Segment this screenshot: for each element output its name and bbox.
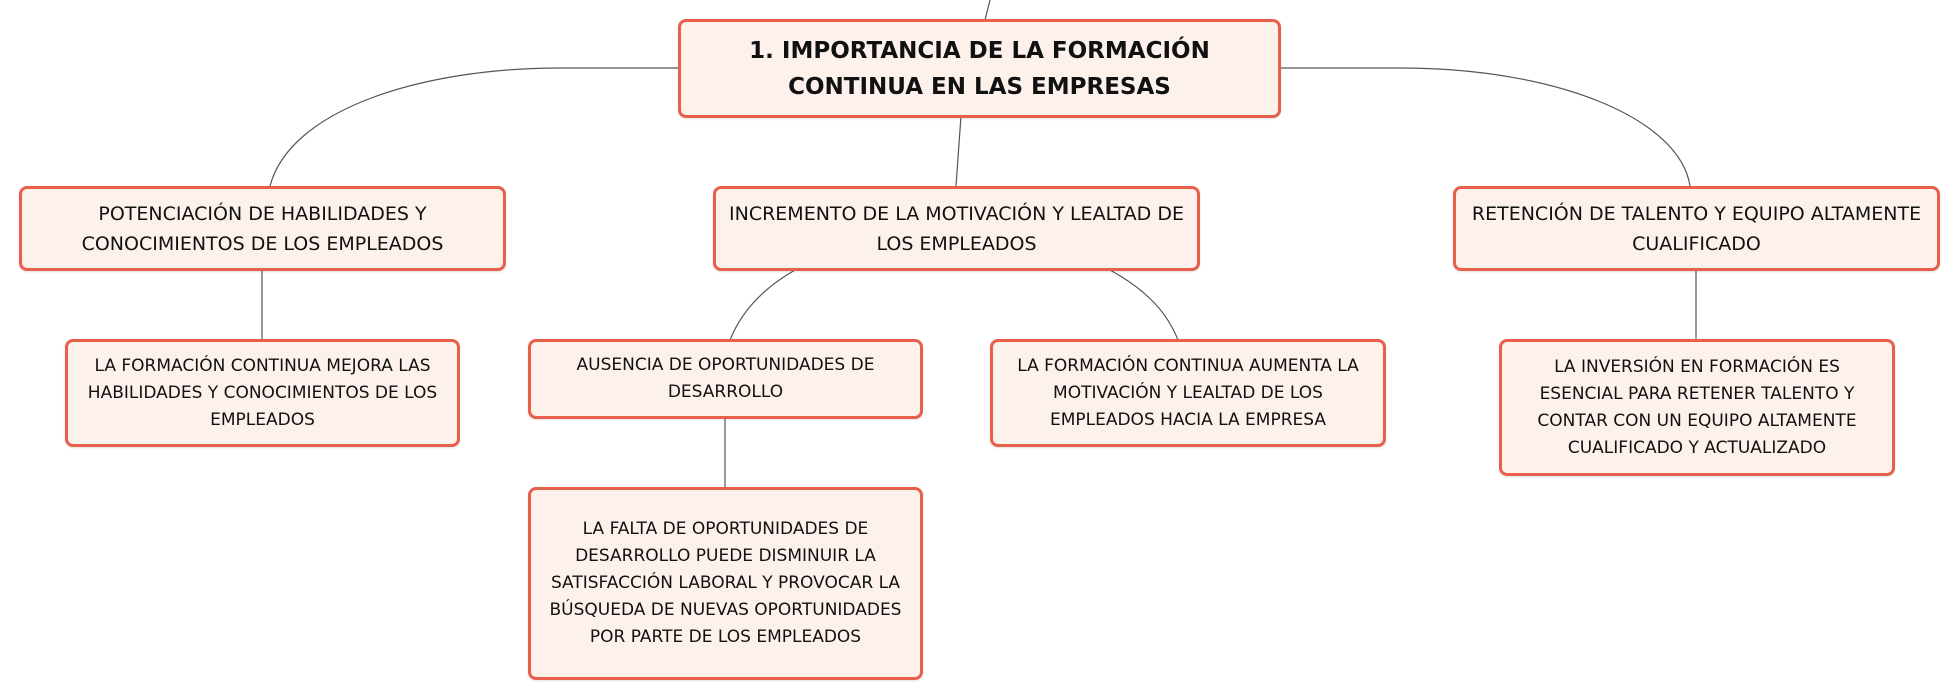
subtopic-label-aumenta-motivacion: LA FORMACIÓN CONTINUA AUMENTA LA MOTIVACIÓN Y LEALTAD DE LOS EMPLEADOS HACIA LA EMPRESA	[1017, 355, 1359, 430]
topic-node-retencion[interactable]	[1453, 186, 1940, 271]
topic-label-retencion: RETENCIÓN DE TALENTO Y EQUIPO ALTAMENTE CUALIFICADO	[1471, 202, 1922, 255]
connector-motivacion-ausencia	[730, 270, 795, 340]
connector-motivacion-aumenta	[1110, 270, 1178, 340]
subtopic-node-mejora-habilidades[interactable]	[65, 339, 460, 447]
subtopic-label-ausencia: AUSENCIA DE OPORTUNIDADES DE DESARROLLO	[576, 355, 875, 402]
subtopic-node-aumenta-motivacion[interactable]	[990, 339, 1386, 447]
connector-root-habilidades	[270, 68, 680, 186]
topic-node-motivacion[interactable]	[713, 186, 1200, 271]
root-topic-node[interactable]	[678, 19, 1281, 118]
subtopic-node-ausencia[interactable]	[528, 339, 923, 419]
topic-node-habilidades[interactable]	[19, 186, 506, 271]
subtopic-node-inversion[interactable]	[1499, 339, 1895, 476]
subtopic-node-falta-oportunidades[interactable]	[528, 487, 923, 680]
subtopic-label-mejora-habilidades: LA FORMACIÓN CONTINUA MEJORA LAS HABILIDADES Y CONOCIMIENTOS DE LOS EMPLEADOS	[87, 355, 438, 430]
connector-root-retencion	[1280, 68, 1690, 186]
subtopic-label-falta-oportunidades: LA FALTA DE OPORTUNIDADES DE DESARROLLO PUEDE DISMINUIR LA SATISFACCIÓN LABORAL Y PROVOCAR LA BÚSQUEDA DE NUEVAS OPORTUNIDADES POR PARTE DE LOS EMPLEADOS	[549, 519, 902, 647]
connector-root-motivacion	[956, 116, 961, 186]
connector-root-parent	[985, 0, 990, 20]
root-topic-label: 1. IMPORTANCIA DE LA FORMACIÓN CONTINUA EN LAS EMPRESAS	[749, 37, 1210, 100]
topic-label-habilidades: POTENCIACIÓN DE HABILIDADES Y CONOCIMIENTOS DE LOS EMPLEADOS	[81, 202, 444, 255]
subtopic-label-inversion: LA INVERSIÓN EN FORMACIÓN ES ESENCIAL PARA RETENER TALENTO Y CONTAR CON UN EQUIPO ALTAMENTE CUALIFICADO Y ACTUALIZADO	[1537, 356, 1857, 458]
topic-label-motivacion: INCREMENTO DE LA MOTIVACIÓN Y LEALTAD DE LOS EMPLEADOS	[729, 202, 1184, 255]
